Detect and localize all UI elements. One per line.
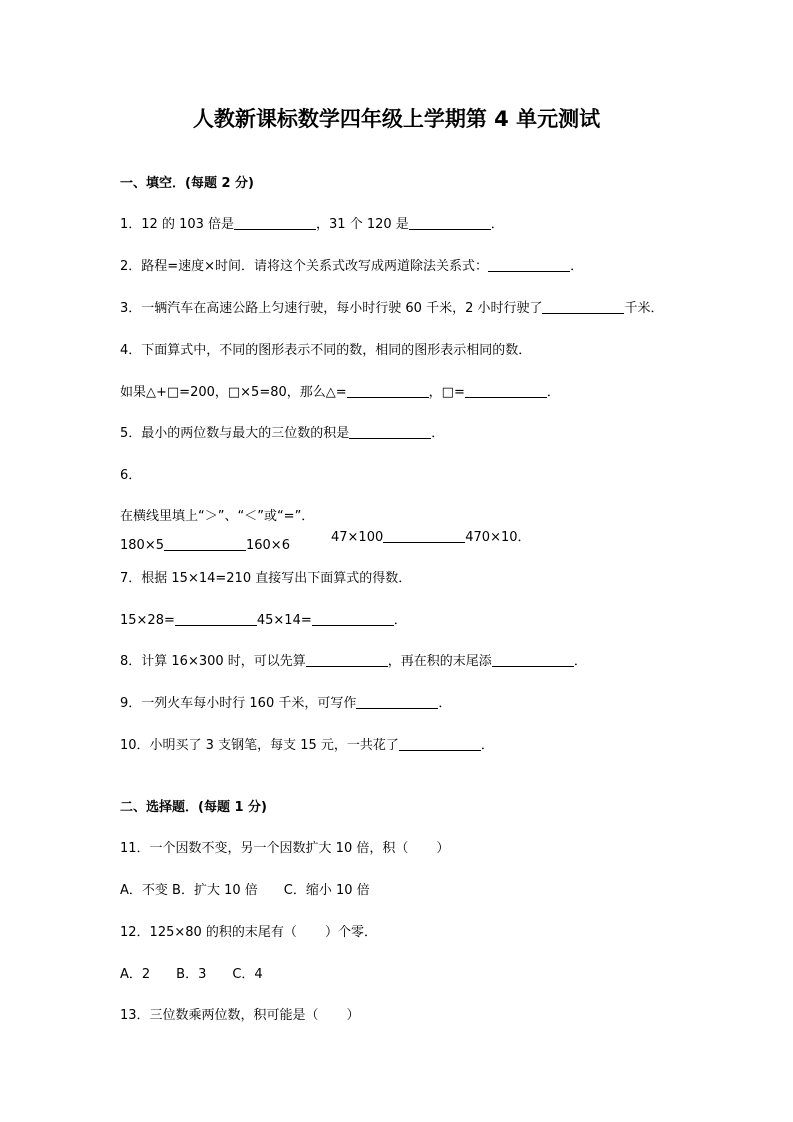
q2-text: 2．路程=速度×时间．请将这个关系式改写成两道除法关系式： <box>120 259 489 274</box>
answer-blank[interactable] <box>347 383 429 398</box>
q5-text: 5．最小的两位数与最大的三位数的积是 <box>120 426 350 441</box>
question-5 <box>120 422 444 441</box>
q1-text: 1．12 的 103 倍是 <box>120 217 235 232</box>
q6-text: 180×5 <box>120 538 164 553</box>
q11-text: ） <box>436 841 450 856</box>
answer-blank[interactable] <box>306 652 388 667</box>
q3-text: 千米． <box>624 301 664 316</box>
q8-text: 8．计算 16×300 时，可以先算 <box>120 654 306 669</box>
question-10 <box>120 734 494 753</box>
question-12 <box>120 921 377 940</box>
q6-text: 6． <box>120 468 142 483</box>
question-8 <box>120 650 587 669</box>
q6-text: 160×6 <box>245 538 290 553</box>
q1-text: ． <box>490 217 504 232</box>
answer-blank[interactable] <box>164 536 246 551</box>
answer-blank[interactable] <box>312 611 394 626</box>
q4-text: 如果△+□=200，□×5=80，那么△= <box>120 385 347 400</box>
q3-text: 3．一辆汽车在高速公路上匀速行驶，每小时行驶 60 千米，2 小时行驶了 <box>120 301 543 316</box>
question-11-options <box>120 879 370 898</box>
q4-text: ． <box>546 385 560 400</box>
question-13 <box>120 1004 360 1023</box>
q4-text: ，□= <box>428 385 465 400</box>
q4-text: 4．下面算式中，不同的图形表示不同的数，相同的图形表示相同的数． <box>120 343 532 358</box>
answer-blank[interactable] <box>465 383 547 398</box>
q6-text: 470×10． <box>465 530 531 545</box>
q1-text: ，31 个 120 是 <box>316 217 409 232</box>
question-11 <box>120 837 449 856</box>
answer-blank[interactable] <box>234 215 316 230</box>
q12-text: 12．125×80 的积的末尾有（ <box>120 925 297 940</box>
q10-text: 10．小明买了 3 支钢笔，每支 15 元，一共花了 <box>120 738 399 753</box>
section-fill-in: 一、填空．(每题 2 分) <box>120 176 254 191</box>
answer-blank[interactable] <box>409 215 491 230</box>
question-6-compare-2 <box>331 526 531 545</box>
question-4-equation <box>120 381 560 400</box>
page-title: 人教新课标数学四年级上学期第 4 单元测试 <box>192 107 601 131</box>
answer-blank[interactable] <box>356 694 438 709</box>
q2-text: ． <box>570 259 584 274</box>
answer-blank[interactable] <box>175 611 257 626</box>
q10-text: ． <box>480 738 494 753</box>
question-7-answers <box>120 609 407 628</box>
q5-text: ． <box>431 426 445 441</box>
q7-text: 7．根据 15×14=210 直接写出下面算式的得数． <box>120 571 412 586</box>
q7-text: 15×28= <box>120 613 175 628</box>
q12-text: ）个零． <box>324 925 377 940</box>
q13-text: 13．三位数乘两位数，积可能是（ <box>120 1008 319 1023</box>
q6-text: 在横线里填上“＞”、“＜”或“=”． <box>120 509 315 524</box>
answer-blank[interactable] <box>542 299 624 314</box>
q11-text: 11．一个因数不变，另一个因数扩大 10 倍，积（ <box>120 841 409 856</box>
section-multiple-choice: 二、选择题．(每题 1 分) <box>120 800 267 815</box>
q8-text: ． <box>573 654 587 669</box>
answer-blank[interactable] <box>488 257 570 272</box>
question-4 <box>120 339 531 358</box>
q13-text: ） <box>346 1008 360 1023</box>
answer-blank[interactable] <box>349 424 431 439</box>
answer-blank[interactable] <box>383 528 465 543</box>
q9-text: 9．一列火车每小时行 160 千米，可写作 <box>120 696 357 711</box>
q8-text: ，再在积的末尾添 <box>387 654 492 669</box>
question-3 <box>120 297 664 316</box>
question-6 <box>120 464 141 483</box>
question-6-instruction <box>120 505 314 524</box>
q9-text: ． <box>438 696 452 711</box>
q12-options: A．2 B．3 C．4 <box>120 967 263 982</box>
question-6-compare-1 <box>120 536 290 553</box>
question-12-options <box>120 963 263 982</box>
question-1 <box>120 213 504 232</box>
question-2 <box>120 255 583 274</box>
q7-text: 45×14= <box>256 613 312 628</box>
answer-blank[interactable] <box>492 652 574 667</box>
q7-text: ． <box>393 613 407 628</box>
q6-text: 47×100 <box>331 530 384 545</box>
question-9 <box>120 692 451 711</box>
q11-options: A．不变 B．扩大 10 倍 C．缩小 10 倍 <box>120 883 370 898</box>
question-7 <box>120 567 411 586</box>
answer-blank[interactable] <box>399 736 481 751</box>
